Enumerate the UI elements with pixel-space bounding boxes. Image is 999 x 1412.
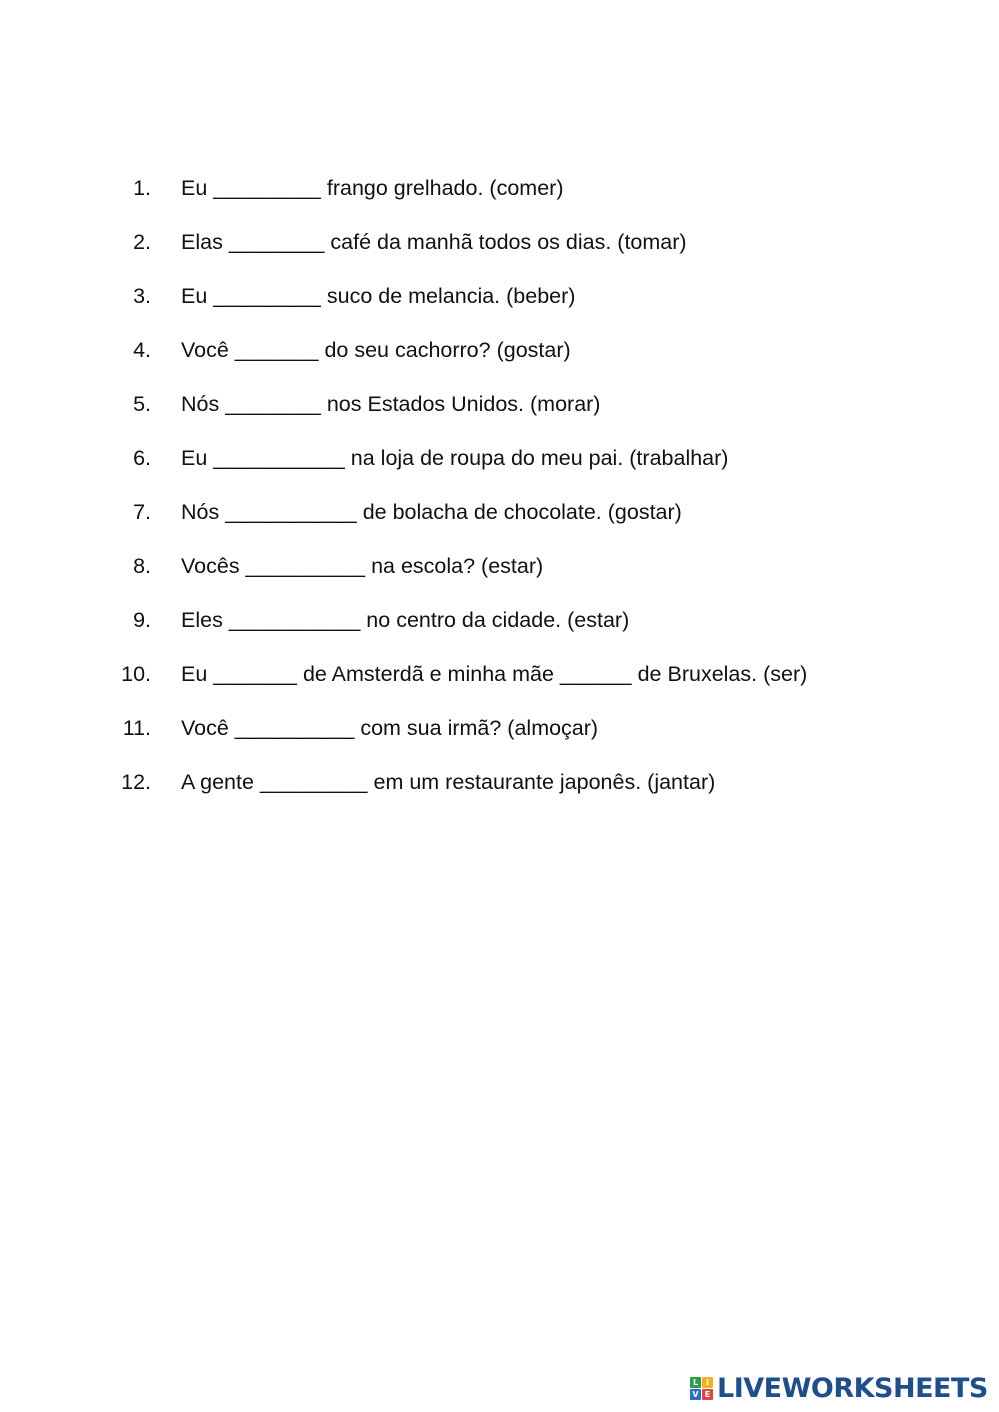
exercise-item xyxy=(0,762,999,816)
logo-mark-tile: E xyxy=(702,1389,713,1400)
liveworksheets-logo xyxy=(690,1370,988,1406)
exercise-number: 4. xyxy=(133,338,151,362)
exercise-item xyxy=(0,330,999,384)
exercise-number: 10. xyxy=(121,662,151,686)
exercise-number: 1. xyxy=(133,176,151,200)
exercise-number: 9. xyxy=(133,608,151,632)
exercise-item xyxy=(0,438,999,492)
exercise-sentence: A gente _________ em um restaurante japonês. (jantar) xyxy=(181,770,716,794)
exercise-number: 7. xyxy=(133,500,151,524)
exercise-sentence: Você _______ do seu cachorro? (gostar) xyxy=(181,338,571,362)
exercise-sentence: Nós ___________ de bolacha de chocolate. (gostar) xyxy=(181,500,682,524)
logo-mark-tile: L xyxy=(690,1377,701,1388)
logo-wordmark: LIVEWORKSHEETS xyxy=(717,1372,988,1404)
exercise-number: 6. xyxy=(133,446,151,470)
exercise-sentence: Nós ________ nos Estados Unidos. (morar) xyxy=(181,392,601,416)
exercise-number: 11. xyxy=(122,716,151,740)
exercise-number: 3. xyxy=(133,284,151,308)
exercise-sentence: Vocês __________ na escola? (estar) xyxy=(181,554,544,578)
exercise-sentence: Elas ________ café da manhã todos os dias. (tomar) xyxy=(181,230,687,254)
exercise-item xyxy=(0,168,999,222)
exercise-number: 8. xyxy=(133,554,151,578)
exercise-item xyxy=(0,222,999,276)
exercise-number: 2. xyxy=(133,230,151,254)
exercise-list xyxy=(0,168,999,816)
logo-mark-tile: I xyxy=(702,1377,713,1388)
exercise-item xyxy=(0,708,999,762)
exercise-sentence: Eu ___________ na loja de roupa do meu pai. (trabalhar) xyxy=(181,446,729,470)
logo-mark-tile: V xyxy=(690,1389,701,1400)
exercise-number: 5. xyxy=(133,392,151,416)
exercise-sentence: Eu _________ frango grelhado. (comer) xyxy=(181,176,564,200)
exercise-item xyxy=(0,276,999,330)
exercise-item xyxy=(0,384,999,438)
exercise-number: 12. xyxy=(121,770,151,794)
exercise-sentence: Eles ___________ no centro da cidade. (estar) xyxy=(181,608,630,632)
exercise-item xyxy=(0,654,999,708)
exercise-sentence: Você __________ com sua irmã? (almoçar) xyxy=(181,716,599,740)
exercise-sentence: Eu _______ de Amsterdã e minha mãe ______ de Bruxelas. (ser) xyxy=(181,662,808,686)
logo-mark-icon xyxy=(690,1377,713,1400)
exercise-item xyxy=(0,600,999,654)
exercise-sentence: Eu _________ suco de melancia. (beber) xyxy=(181,284,576,308)
exercise-item xyxy=(0,546,999,600)
exercise-item xyxy=(0,492,999,546)
